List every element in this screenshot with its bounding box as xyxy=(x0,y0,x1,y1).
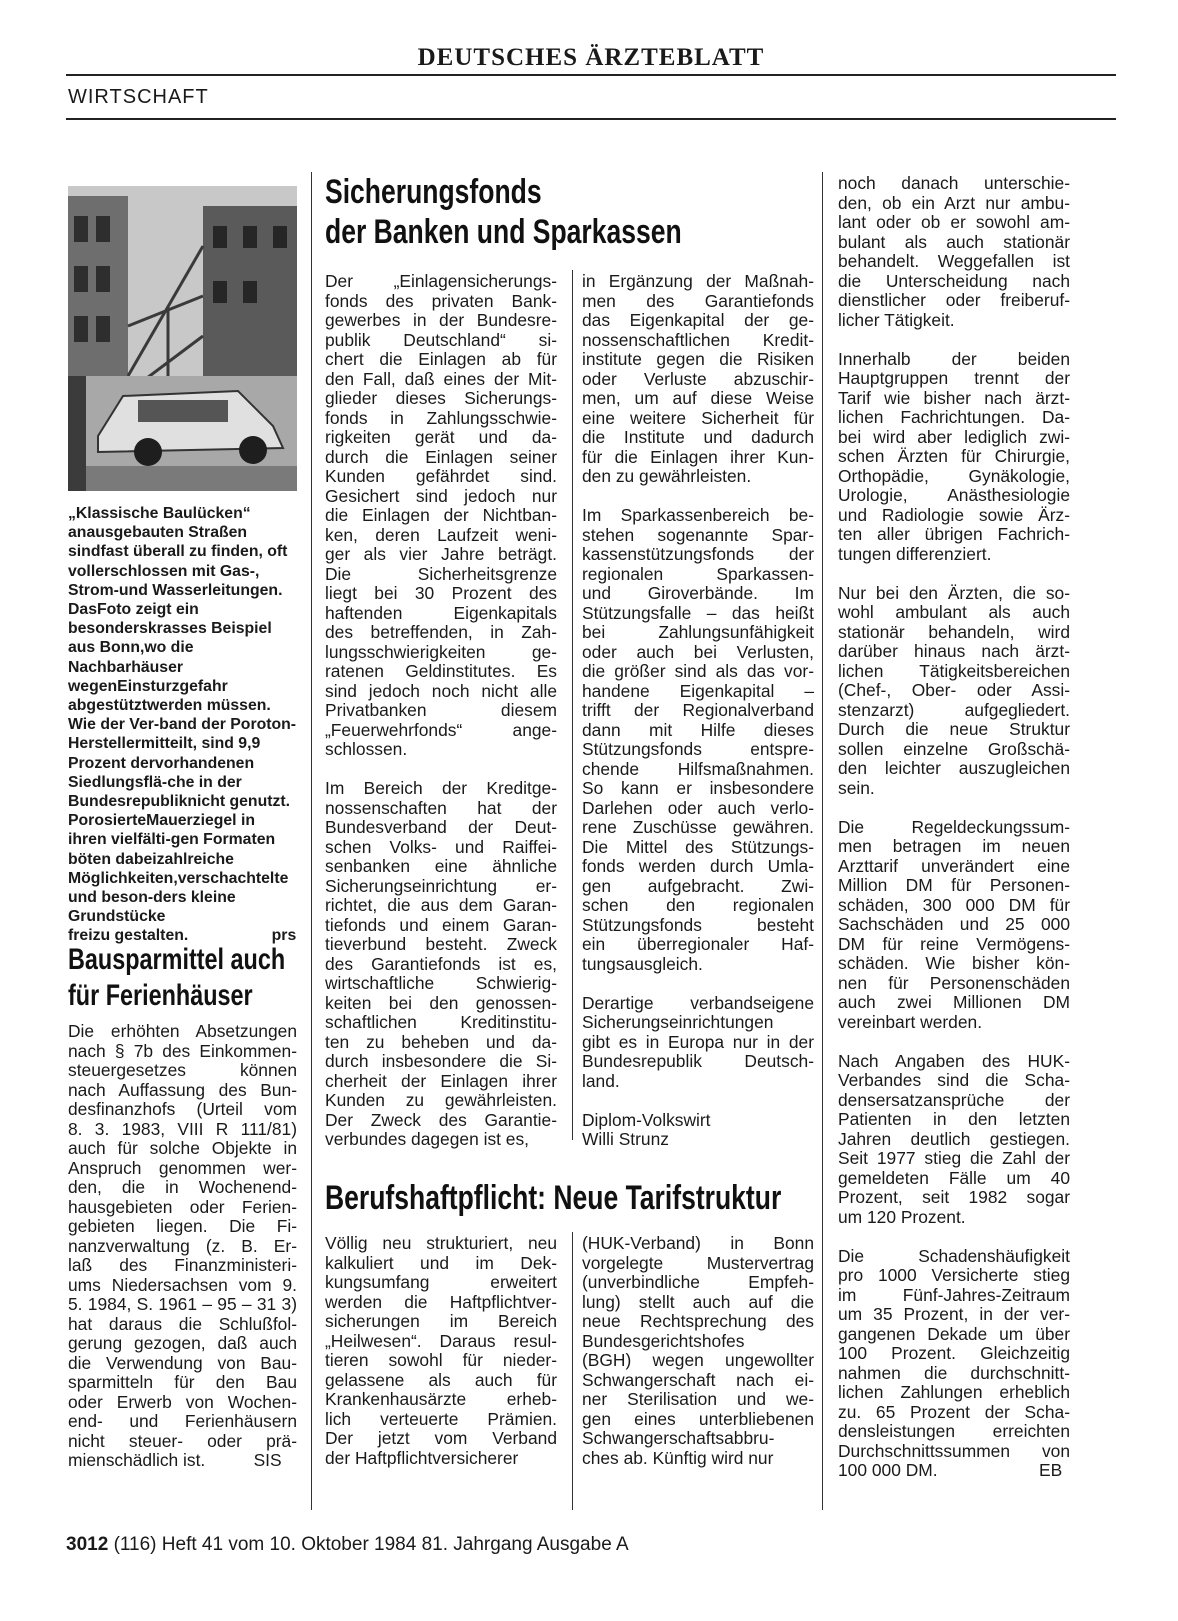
text-line: regionalen Sparkassen- xyxy=(582,563,814,584)
sicherung-headline-line2: der Banken und Sparkassen xyxy=(325,213,682,251)
page-number: 3012 xyxy=(66,1534,109,1555)
text-line: gen aufgebracht. Zwi- xyxy=(582,875,814,896)
text-line: gibt es in Europa nur in der xyxy=(582,1031,814,1052)
text-line: 8. 3. 1983, VIII R 111/81) xyxy=(68,1118,297,1139)
text-line: Die Schadenshäufigkeit xyxy=(838,1245,1070,1266)
text-line: tungsausgleich. xyxy=(582,953,703,974)
text-line: gangenen Dekade um über xyxy=(838,1323,1070,1344)
text-line: Durch die neue Struktur xyxy=(838,719,1070,739)
text-line: Völlig neu strukturiert, neu xyxy=(325,1233,557,1253)
sicherung-column-2 xyxy=(582,272,814,1150)
text-line: ches ab. Künftig wird nur xyxy=(582,1447,774,1468)
text-line: schen den regionalen xyxy=(582,895,814,915)
text-line: auch für solche Objekte in xyxy=(68,1138,297,1158)
text-line: chende Hilfsmaßnahmen. xyxy=(582,758,814,779)
text-line: den, die in Wochenend- xyxy=(68,1177,297,1197)
text-line: die Institute und dadurch xyxy=(582,427,814,447)
photo-building-gap xyxy=(68,186,297,491)
caption-line: band der Poroton-Hersteller xyxy=(68,716,297,753)
text-line: desfinanzhofs (Urteil vom xyxy=(68,1099,297,1119)
text-line: ratenen Geldinstitutes. Es xyxy=(325,661,557,681)
text-line: cherheit der Einlagen ihrer xyxy=(325,1070,557,1091)
text-line: Verbandes sind die Scha- xyxy=(838,1070,1070,1090)
text-line: gen eines unterbliebenen xyxy=(582,1408,814,1429)
text-line: So kann er insbesondere xyxy=(582,778,814,798)
photo-caption xyxy=(68,504,297,946)
text-line: lichen Zahlungen erheblich xyxy=(838,1382,1070,1402)
text-line: die Einlagen der Nichtban- xyxy=(325,505,557,525)
text-line: behandelt. Weggefallen ist xyxy=(838,251,1070,271)
text-line: nen für Personenschäden xyxy=(838,972,1070,993)
text-line: sind jedoch noch nicht alle xyxy=(325,680,557,701)
text-line: Stützungsfalle – das heißt xyxy=(582,602,814,623)
text-line: nossenschaftlichen Kredit- xyxy=(582,329,814,350)
caption-line: Foto zeigt ein besonders xyxy=(68,601,199,638)
text-line: chert die Einlagen ab für xyxy=(325,349,557,369)
text-line: Schwangerschaft nach ei- xyxy=(582,1369,814,1390)
text-line: wohl ambulant als auch xyxy=(838,602,1070,622)
text-line: Hauptgruppen trennt der xyxy=(838,368,1070,388)
text-line: lichen Tätigkeitsbereichen xyxy=(838,660,1070,681)
text-line: Tarif wie bisher nach ärzt- xyxy=(838,387,1070,408)
text-line: land. xyxy=(582,1070,620,1091)
text-line: kassenstützungsfonds der xyxy=(582,544,814,564)
text-line: nossenschaften hat der xyxy=(325,797,557,818)
caption-line: vorhandenen Siedlungsflä- xyxy=(68,754,255,791)
caption-line: mitteilt, sind 9,9 Prozent der xyxy=(68,735,261,772)
bauspar-headline-line2: für Ferienhäuser xyxy=(68,979,253,1012)
text-line: zu. 65 Prozent der Scha- xyxy=(838,1401,1070,1422)
text-line: vereinbart werden. xyxy=(838,1011,983,1032)
text-line: lant oder ob er sowohl am- xyxy=(838,212,1070,232)
text-line: schlossen. xyxy=(325,739,408,759)
text-line: dienstlicher oder freiberuf- xyxy=(838,290,1070,310)
text-line: schaftlichen Kreditinstitu- xyxy=(325,1012,557,1032)
caption-line: verschachtelte und beson- xyxy=(68,869,289,907)
text-line: 100 000 DM. EB xyxy=(838,1460,1063,1480)
text-line: Anspruch genommen wer- xyxy=(68,1157,297,1178)
text-line: haftenden Eigenkapitals xyxy=(325,602,557,623)
text-line: Kunden gefährdet sind. xyxy=(325,466,557,486)
text-line: der Haftpflichtversicherer xyxy=(325,1447,519,1468)
column-divider xyxy=(822,172,823,1510)
text-line: nahmen die durchschnitt- xyxy=(838,1362,1070,1383)
text-line: die größer sind als das vor- xyxy=(582,661,814,681)
caption-line: und Wasserleitungen. Das xyxy=(68,581,283,619)
text-line: oder Verluste abzuschir- xyxy=(582,368,814,389)
text-line: Bundesgerichtshofes xyxy=(582,1330,745,1351)
text-line: lichen Fachrichtungen. Da- xyxy=(838,407,1070,427)
text-line: Urologie, Anästhesiologie xyxy=(838,485,1070,505)
paragraph-gap xyxy=(838,330,1070,350)
text-line: Gesichert sind jedoch nur xyxy=(325,485,557,506)
text-line: tieverbund besteht. Zweck xyxy=(325,934,557,954)
text-line: das Eigenkapital der ge- xyxy=(582,310,814,330)
caption-line: wo die Nachbarhäuser wegen xyxy=(68,639,194,695)
masthead xyxy=(66,40,1116,76)
text-line: und Radiologie sowie Ärz- xyxy=(838,504,1070,525)
paragraph-gap xyxy=(582,1091,814,1111)
text-line: gerung gezogen, daß auch xyxy=(68,1333,297,1353)
paragraph-gap xyxy=(582,487,814,507)
text-line: stenzarzt) aufgegliedert. xyxy=(838,699,1070,720)
column-divider xyxy=(572,270,573,1140)
text-line: fonds des privaten Bank- xyxy=(325,290,557,311)
text-line: (Chef-, Ober- oder Assi- xyxy=(838,680,1070,700)
text-line: institute gegen die Risiken xyxy=(582,349,814,369)
text-line: Die Mittel des Stützungs- xyxy=(582,836,814,857)
text-line: Die erhöhten Absetzungen xyxy=(68,1021,297,1041)
text-line: handene Eigenkapital – xyxy=(582,680,814,701)
text-line: Patienten in den letzten xyxy=(838,1109,1070,1129)
text-line: Sachschäden und 25 000 xyxy=(838,914,1070,934)
section-label: WIRTSCHAFT xyxy=(68,86,209,108)
text-line: senbanken eine ähnliche xyxy=(325,856,557,876)
text-line: werden die Haftpflichtver- xyxy=(325,1291,557,1312)
text-line: oder Erwerb von Wochen- xyxy=(68,1391,297,1412)
text-line: Seit 1977 stieg die Zahl der xyxy=(838,1148,1070,1168)
text-line: pro 1000 Versicherte stieg xyxy=(838,1265,1070,1285)
text-line: Die Sicherheitsgrenze xyxy=(325,563,557,584)
text-line: Diplom-Volkswirt xyxy=(582,1109,711,1130)
text-line: des betreffenden, in Zah- xyxy=(325,622,557,642)
text-line: stehen sogenannte Spar- xyxy=(582,524,814,545)
caption-line: zu gestalten. prs xyxy=(92,927,297,945)
text-line: Der „Einlagensicherungs- xyxy=(325,271,557,291)
text-line: nicht steuer- oder prä- xyxy=(68,1430,297,1451)
caption-line: che in der Bundesrepublik xyxy=(68,773,242,811)
text-line: Kunden zu gewährleisten. xyxy=(325,1090,557,1110)
paragraph-gap xyxy=(582,974,814,994)
caption-line: erschlossen mit Gas-, Strom- xyxy=(68,562,260,599)
bauspar-headline-line1: Bausparmittel auch xyxy=(68,943,286,976)
tarif-column-2 xyxy=(582,1234,814,1468)
text-line: Stützungsfonds besteht xyxy=(582,914,814,935)
text-line: sicherungen im Bereich xyxy=(325,1311,557,1331)
text-line: durch insbesondere die Si- xyxy=(325,1051,557,1071)
text-line: hat daraus die Schlußfol- xyxy=(68,1313,297,1334)
text-line: neue Rechtsprechung des xyxy=(582,1311,814,1331)
caption-line: gen Formaten böten dabei xyxy=(68,831,276,868)
sicherung-headline-line1: Sicherungsfonds xyxy=(325,173,542,211)
paragraph-gap xyxy=(325,760,557,780)
text-line: ums Niedersachsen vom 9. xyxy=(68,1274,297,1295)
text-line: im Fünf-Jahres-Zeitraum xyxy=(838,1284,1070,1305)
text-line: Der Zweck des Garantie- xyxy=(325,1109,557,1130)
text-line: schen Ärzten für Chirurgie, xyxy=(838,446,1070,466)
text-line: densleistungen erreichten xyxy=(838,1421,1070,1441)
header-rule xyxy=(66,118,1116,120)
text-line: den Fall, daß eines der Mit- xyxy=(325,368,557,389)
caption-line: ausgebauten Straßen sind xyxy=(68,524,248,561)
text-line: Die Regeldeckungssum- xyxy=(838,816,1070,837)
paragraph-gap xyxy=(838,1032,1070,1052)
text-line: schäden, 300 000 DM für xyxy=(838,894,1070,915)
column-divider xyxy=(311,172,312,1510)
text-line: Durchschnittssummen von xyxy=(838,1440,1070,1461)
caption-line: krasses Beispiel aus Bonn, xyxy=(68,620,272,657)
text-line: men, um auf diese Weise xyxy=(582,388,814,408)
text-line: lung) stellt auch auf die xyxy=(582,1291,814,1312)
text-line: hausgebieten oder Ferien- xyxy=(68,1196,297,1217)
text-line: publik Deutschland“ si- xyxy=(325,329,557,350)
journal-title: DEUTSCHES ÄRZTEBLATT xyxy=(417,44,765,71)
text-line: laß des Finanzministeri- xyxy=(68,1255,297,1275)
text-line: bei wird aber lediglich zwi- xyxy=(838,426,1070,447)
text-line: auch zwei Millionen DM xyxy=(838,992,1070,1012)
text-line: rene Zuschüsse gewähren. xyxy=(582,817,814,837)
sicherung-headline xyxy=(325,172,682,252)
text-line: darüber hinaus nach ärzt- xyxy=(838,641,1070,661)
text-line: noch danach unterschie- xyxy=(838,173,1070,193)
text-line: ner Sterilisation und we- xyxy=(582,1389,814,1409)
text-line: vorgelegte Mustervertrag xyxy=(582,1252,814,1273)
text-line: liegt bei 30 Prozent des xyxy=(325,583,557,603)
text-line: glieder dieses Sicherungs- xyxy=(325,388,557,408)
sicherung-column-1 xyxy=(325,272,557,1150)
text-line: sein. xyxy=(838,777,875,798)
caption-line: werden müssen. Wie der Ver- xyxy=(68,697,271,734)
bauspar-headline xyxy=(68,942,285,1014)
text-line: Derartige verbandseigene xyxy=(582,992,814,1013)
text-line: DM für reine Vermögens- xyxy=(838,933,1070,954)
text-line: trifft der Regionalverband xyxy=(582,700,814,720)
text-line: oder auch bei Verlusten, xyxy=(582,641,814,662)
text-line: bulant als auch stationär xyxy=(838,231,1070,252)
text-line: fonds in Zahlungsschwie- xyxy=(325,407,557,428)
text-line: Million DM für Personen- xyxy=(838,875,1070,895)
text-line: gemeldeten Fälle um 40 xyxy=(838,1167,1070,1188)
text-line: ten zu beheben und da- xyxy=(325,1031,557,1052)
text-line: eine weitere Sicherheit für xyxy=(582,407,814,428)
text-line: Sicherungseinrichtung er- xyxy=(325,875,557,896)
text-line: Sicherungseinrichtungen xyxy=(582,1012,774,1032)
text-line: den leichter auszugleichen xyxy=(838,758,1070,778)
text-line: lich verteuerte Prämien. xyxy=(325,1408,557,1429)
text-line: (unverbindliche Empfeh- xyxy=(582,1272,814,1292)
paragraph-gap xyxy=(838,1227,1070,1247)
paragraph-gap xyxy=(838,798,1070,818)
text-line: lungsschwierigkeiten ge- xyxy=(325,641,557,662)
text-line: keiten bei den genossen- xyxy=(325,992,557,1013)
text-line: dann mit Hilfe dieses xyxy=(582,719,814,740)
text-line: densersatzansprüche der xyxy=(838,1089,1070,1110)
photo-image xyxy=(68,186,297,491)
text-line: Arzttarif unverändert eine xyxy=(838,855,1070,876)
text-line: Im Bereich der Kreditge- xyxy=(325,778,557,798)
text-line: wirtschaftliche Schwierig- xyxy=(325,973,557,993)
text-line: Krankenhausärzte erheb- xyxy=(325,1389,557,1409)
tarif-headline: Berufshaftpflicht: Neue Tarifstruktur xyxy=(325,1179,782,1217)
issue-info: (116) Heft 41 vom 10. Oktober 1984 81. Jahrgang Ausgabe A xyxy=(113,1534,629,1555)
text-line: 100 Prozent. Gleichzeitig xyxy=(838,1343,1070,1363)
text-line: tieren sowohl für nieder- xyxy=(325,1350,557,1370)
text-line: end- und Ferienhäusern xyxy=(68,1411,297,1431)
paragraph-gap xyxy=(838,564,1070,584)
text-line: um 120 Prozent. xyxy=(838,1206,966,1227)
tarif-column-1 xyxy=(325,1234,557,1468)
caption-line: „Klassische Baulücken“ an xyxy=(68,505,251,542)
text-line: Nach Angaben des HUK- xyxy=(838,1050,1070,1071)
text-line: den, ob ein Arzt nur ambu- xyxy=(838,192,1070,213)
text-line: Jahren deutlich gestiegen. xyxy=(838,1128,1070,1149)
bauspar-body xyxy=(68,1022,297,1471)
text-line: „Heilwesen“. Daraus resul- xyxy=(325,1330,557,1351)
caption-line: ders kleine Grundstücke frei xyxy=(68,889,236,945)
text-line: kalkuliert und im Dek- xyxy=(325,1252,557,1273)
text-line: Stützungsfonds entspre- xyxy=(582,739,814,759)
text-line: sparmitteln für den Bau xyxy=(68,1372,297,1392)
text-line: „Feuerwehrfonds“ ange- xyxy=(325,719,557,740)
text-line: ein überregionaler Haf- xyxy=(582,934,814,954)
text-line: gewerbes in der Bundesre- xyxy=(325,310,557,330)
text-line: um 35 Prozent, in der ver- xyxy=(838,1304,1070,1324)
text-line: die Verwendung von Bau- xyxy=(68,1352,297,1373)
text-line: men betragen im neuen xyxy=(838,836,1070,856)
column-divider xyxy=(572,1232,573,1510)
text-line: Darlehen oder auch verlo- xyxy=(582,797,814,818)
text-line: Im Sparkassenbereich be- xyxy=(582,505,814,525)
text-line: steuergesetzes können xyxy=(68,1060,297,1080)
text-line: stationär behandeln, wird xyxy=(838,621,1070,642)
text-line: des Garantiefonds ist es, xyxy=(325,953,557,974)
text-line: verbundes dagegen ist es, xyxy=(325,1129,530,1149)
text-line: ken, deren Laufzeit weni- xyxy=(325,524,557,545)
text-line: men des Garantiefonds xyxy=(582,290,814,311)
caption-line: fast überall zu finden, oft voll xyxy=(68,543,288,580)
text-line: gebieten liegen. Die Fi- xyxy=(68,1216,297,1236)
text-line: schen Volks- und Raiffei- xyxy=(325,836,557,857)
text-line: für die Einlagen ihrer Kun- xyxy=(582,446,814,467)
text-line: Bundesverband der Deut- xyxy=(325,817,557,837)
text-line: nanzverwaltung (z. B. Er- xyxy=(68,1235,297,1256)
text-line: licher Tätigkeit. xyxy=(838,309,955,330)
text-line: nach § 7b des Einkommen- xyxy=(68,1040,297,1061)
text-line: Bundesrepublik Deutsch- xyxy=(582,1051,814,1071)
text-line: ger als vier Jahre beträgt. xyxy=(325,544,557,564)
text-line: in Ergänzung der Maßnah- xyxy=(582,271,814,291)
text-line: nach Auffassung des Bun- xyxy=(68,1079,297,1100)
text-line: Innerhalb der beiden xyxy=(838,348,1070,369)
text-line: bei Zahlungsunfähigkeit xyxy=(582,622,814,642)
text-line: den zu gewährleisten. xyxy=(582,466,752,486)
text-line: durch die Einlagen seiner xyxy=(325,446,557,467)
text-line: Prozent, seit 1982 sogar xyxy=(838,1187,1070,1207)
page-footer xyxy=(66,1534,629,1556)
text-line: kungsumfang erweitert xyxy=(325,1272,557,1292)
text-line: Privatbanken diesem xyxy=(325,700,557,720)
text-line: Der jetzt vom Verband xyxy=(325,1428,557,1448)
text-line: (BGH) wegen ungewollter xyxy=(582,1350,814,1370)
caption-line: Mauerziegel in ihren vielfälti- xyxy=(68,812,255,849)
text-line: tiefonds und einem Garan- xyxy=(325,914,557,935)
tarif-column-3 xyxy=(838,174,1070,1481)
text-line: tungen differenziert. xyxy=(838,543,992,564)
text-line: ten aller übrigen Fachrich- xyxy=(838,524,1070,544)
text-line: mienschädlich ist. SIS xyxy=(68,1450,282,1470)
text-line: rigkeiten gerät und da- xyxy=(325,427,557,447)
text-line: schäden. Wie bisher kön- xyxy=(838,953,1070,973)
text-line: Nur bei den Ärzten, die so- xyxy=(838,582,1070,603)
text-line: fonds werden durch Umla- xyxy=(582,856,814,876)
caption-line: zahlreiche Möglichkeiten, xyxy=(68,850,234,887)
text-line: gelassene als auch für xyxy=(325,1369,557,1390)
text-line: sollen einzelne Großschä- xyxy=(838,738,1070,759)
text-line: Willi Strunz xyxy=(582,1129,669,1149)
text-line: (HUK-Verband) in Bonn xyxy=(582,1233,814,1253)
text-line: 5. 1984, S. 1961 – 95 – 31 3) xyxy=(68,1294,297,1314)
text-line: die Unterscheidung nach xyxy=(838,270,1070,291)
text-line: richtet, die aus dem Garan- xyxy=(325,895,557,915)
text-line: und Giroverbände. Im xyxy=(582,583,814,603)
text-line: Orthopädie, Gynäkologie, xyxy=(838,465,1070,486)
caption-line: nicht genutzt. Porosierte xyxy=(68,793,291,830)
caption-line: Einsturzgefahr abgestützt xyxy=(68,677,228,715)
text-line: Schwangerschaftsabbru- xyxy=(582,1428,775,1448)
